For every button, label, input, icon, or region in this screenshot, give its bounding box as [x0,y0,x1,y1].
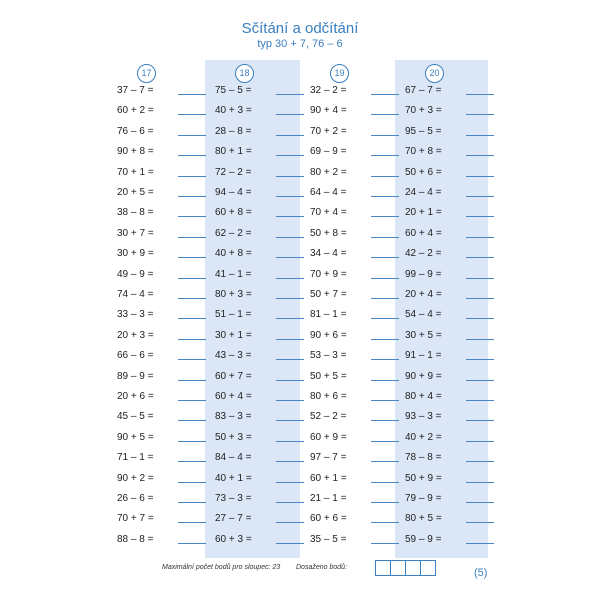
exercise-row [117,471,209,487]
exercise-expression: 60 + 4 = [215,391,252,402]
exercise-expression: 43 – 3 = [215,350,252,362]
exercise-expression: 79 – 9 = [405,493,442,504]
exercise-expression: 90 + 8 = [117,146,154,158]
exercise-expression: 34 – 4 = [310,248,347,260]
exercise-row [117,226,209,242]
answer-blank[interactable] [466,155,494,156]
answer-blank[interactable] [371,543,399,544]
exercise-row [310,471,402,487]
exercise-column-19 [310,64,400,545]
exercise-row [310,287,402,303]
exercise-row [310,144,402,160]
answer-blank[interactable] [276,237,304,238]
exercise-expression: 88 – 8 = [117,533,154,545]
answer-blank[interactable] [276,216,304,217]
exercise-row [405,307,497,323]
answer-blank[interactable] [371,461,399,462]
exercise-expression: 49 – 9 = [117,268,154,280]
exercise-expression: 84 – 4 = [215,452,252,464]
exercise-expression: 60 + 9 = [310,431,347,443]
answer-blank[interactable] [371,176,399,177]
exercise-expression: 67 – 7 = [405,85,442,96]
exercise-row [405,226,497,242]
exercise-expression: 78 – 8 = [405,452,442,464]
answer-blank[interactable] [371,482,399,483]
exercise-row [310,267,402,283]
exercise-expression: 59 – 9 = [405,533,442,545]
exercise-row [405,185,497,201]
exercise-expression: 70 + 3 = [405,105,442,117]
exercise-row [405,430,497,446]
exercise-expression: 60 + 6 = [310,513,347,525]
answer-blank[interactable] [178,278,206,279]
exercise-row [215,491,307,507]
exercise-expression: 50 + 5 = [310,370,347,382]
answer-blank[interactable] [466,400,494,401]
answer-blank[interactable] [178,441,206,442]
exercise-expression: 76 – 6 = [117,125,154,137]
exercise-expression: 50 + 3 = [215,431,252,443]
exercise-expression: 94 – 4 = [215,187,252,198]
exercise-row [117,348,209,364]
exercise-expression: 90 + 6 = [310,329,347,341]
max-points-label: Maximální počet bodů pro sloupec: 23 [162,564,281,571]
answer-blank[interactable] [178,216,206,217]
answer-blank[interactable] [178,543,206,544]
column-header [117,64,207,82]
exercise-row [405,124,497,140]
answer-blank[interactable] [276,339,304,340]
answer-blank[interactable] [178,482,206,483]
answer-blank[interactable] [371,441,399,442]
page-title: Sčítání a odčítání [241,20,359,37]
exercise-row [215,307,307,323]
exercise-row [310,205,402,221]
answer-blank[interactable] [178,339,206,340]
exercise-row [310,532,402,548]
exercise-expression: 90 + 2 = [117,472,154,484]
exercise-expression: 70 + 9 = [310,268,347,280]
exercise-expression: 70 + 7 = [117,513,154,525]
exercise-expression: 74 – 4 = [117,289,154,300]
answer-blank[interactable] [276,298,304,299]
exercise-row [405,165,497,181]
exercise-expression: 24 – 4 = [405,187,442,198]
exercise-expression: 30 + 1 = [215,329,252,341]
answer-blank[interactable] [371,502,399,503]
answer-blank[interactable] [276,543,304,544]
exercise-row [117,491,209,507]
answer-blank[interactable] [178,380,206,381]
answer-blank[interactable] [466,176,494,177]
exercise-row [215,450,307,466]
exercise-expression: 90 + 5 = [117,431,154,443]
exercise-expression: 75 – 5 = [215,85,252,96]
answer-blank[interactable] [276,155,304,156]
exercise-expression: 54 – 4 = [405,309,442,321]
exercise-row [310,246,402,262]
exercise-row [310,165,402,181]
exercise-expression: 70 + 8 = [405,146,442,158]
exercise-row [405,287,497,303]
exercise-row [310,307,402,323]
answer-blank[interactable] [276,94,304,95]
exercise-row [117,246,209,262]
exercise-row [310,491,402,507]
exercise-row [117,450,209,466]
column-header [405,64,495,82]
exercise-row [215,389,307,405]
exercise-expression: 66 – 6 = [117,350,154,362]
answer-blank[interactable] [466,420,494,421]
exercise-row [215,226,307,242]
answer-blank[interactable] [178,461,206,462]
exercise-row [310,450,402,466]
answer-blank[interactable] [276,420,304,421]
exercise-row [405,328,497,344]
answer-blank[interactable] [276,359,304,360]
exercise-expression: 80 + 4 = [405,391,442,402]
exercise-row [117,144,209,160]
exercise-row [310,430,402,446]
answer-blank[interactable] [276,278,304,279]
exercise-row [215,511,307,527]
exercise-expression: 64 – 4 = [310,187,347,198]
exercise-expression: 83 – 3 = [215,411,252,423]
exercise-expression: 35 – 5 = [310,533,347,545]
answer-blank[interactable] [178,196,206,197]
exercise-row [405,389,497,405]
exercise-expression: 40 + 2 = [405,431,442,443]
exercise-row [405,348,497,364]
exercise-expression: 62 – 2 = [215,227,252,239]
exercise-row [310,511,402,527]
exercise-row [215,471,307,487]
exercise-column-18 [215,64,305,545]
exercise-expression: 21 – 1 = [310,493,347,504]
exercise-row [405,144,497,160]
answer-blank[interactable] [178,237,206,238]
answer-blank[interactable] [466,461,494,462]
answer-blank[interactable] [466,380,494,381]
answer-blank[interactable] [371,257,399,258]
exercise-row [117,124,209,140]
exercise-column-20 [405,64,495,545]
exercise-row [215,369,307,385]
exercise-row [215,532,307,548]
exercise-expression: 42 – 2 = [405,248,442,260]
exercise-expression: 81 – 1 = [310,309,347,321]
exercise-row [117,389,209,405]
answer-blank[interactable] [276,461,304,462]
exercise-row [215,185,307,201]
answer-blank[interactable] [178,400,206,401]
answer-blank[interactable] [178,522,206,523]
answer-blank[interactable] [276,196,304,197]
score-boxes[interactable] [375,560,435,576]
exercise-expression: 80 + 6 = [310,391,347,402]
exercise-row [117,185,209,201]
exercise-expression: 70 + 4 = [310,207,347,219]
answer-blank[interactable] [466,94,494,95]
answer-blank[interactable] [371,135,399,136]
exercise-expression: 20 + 1 = [405,207,442,219]
exercise-row [117,103,209,119]
answer-blank[interactable] [466,196,494,197]
exercise-row [215,83,307,99]
exercise-column-17 [117,64,207,545]
answer-blank[interactable] [178,420,206,421]
score-cell[interactable] [420,560,436,576]
answer-blank[interactable] [371,380,399,381]
exercise-row [117,328,209,344]
exercise-row [310,389,402,405]
answer-blank[interactable] [466,237,494,238]
exercise-row [117,307,209,323]
exercise-row [405,205,497,221]
answer-blank[interactable] [371,522,399,523]
answer-blank[interactable] [466,216,494,217]
score-cell[interactable] [390,560,406,576]
exercise-row [215,409,307,425]
exercise-row [310,185,402,201]
exercise-expression: 60 + 4 = [405,227,442,239]
exercise-row [215,328,307,344]
answer-blank[interactable] [466,339,494,340]
column-number-badge: 17 [137,64,156,83]
exercise-expression: 41 – 1 = [215,268,252,280]
answer-blank[interactable] [276,400,304,401]
exercise-expression: 20 + 6 = [117,391,154,402]
answer-blank[interactable] [371,196,399,197]
exercise-row [405,491,497,507]
exercise-expression: 52 – 2 = [310,411,347,423]
answer-blank[interactable] [371,155,399,156]
answer-blank[interactable] [466,543,494,544]
exercise-row [310,124,402,140]
exercise-expression: 60 + 2 = [117,105,154,117]
exercise-expression: 51 – 1 = [215,309,252,321]
exercise-row [215,205,307,221]
answer-blank[interactable] [276,257,304,258]
exercise-row [405,83,497,99]
exercise-expression: 93 – 3 = [405,411,442,423]
exercise-expression: 30 + 5 = [405,329,442,341]
exercise-expression: 95 – 5 = [405,125,442,137]
answer-blank[interactable] [371,359,399,360]
exercise-row [215,165,307,181]
exercise-expression: 80 + 3 = [215,289,252,300]
exercise-row [117,267,209,283]
exercise-expression: 40 + 3 = [215,105,252,117]
exercise-expression: 20 + 3 = [117,329,154,341]
exercise-expression: 73 – 3 = [215,493,252,504]
answer-blank[interactable] [276,135,304,136]
exercise-row [310,226,402,242]
answer-blank[interactable] [371,278,399,279]
exercise-row [310,83,402,99]
exercise-expression: 37 – 7 = [117,85,154,96]
answer-blank[interactable] [371,237,399,238]
exercise-expression: 40 + 8 = [215,248,252,260]
answer-blank[interactable] [466,502,494,503]
exercise-row [405,471,497,487]
exercise-expression: 50 + 7 = [310,289,347,300]
answer-blank[interactable] [178,502,206,503]
exercise-row [215,124,307,140]
answer-blank[interactable] [371,420,399,421]
exercise-row [117,287,209,303]
answer-blank[interactable] [178,155,206,156]
answer-blank[interactable] [371,216,399,217]
exercise-expression: 27 – 7 = [215,513,252,525]
answer-blank[interactable] [371,114,399,115]
exercise-expression: 97 – 7 = [310,452,347,464]
answer-blank[interactable] [466,135,494,136]
column-header [310,64,400,82]
exercise-expression: 33 – 3 = [117,309,154,321]
exercise-expression: 26 – 6 = [117,493,154,504]
exercise-row [405,246,497,262]
exercise-expression: 20 + 4 = [405,289,442,300]
exercise-expression: 80 + 2 = [310,166,347,178]
exercise-row [405,267,497,283]
column-number-badge: 20 [425,64,444,83]
answer-blank[interactable] [466,522,494,523]
page-number: (5) [474,567,488,579]
answer-blank[interactable] [371,94,399,95]
points-achieved-label: Dosaženo bodů: [296,564,347,571]
answer-blank[interactable] [466,278,494,279]
exercise-expression: 72 – 2 = [215,166,252,178]
exercise-expression: 71 – 1 = [117,452,154,464]
exercise-row [310,369,402,385]
column-number-badge: 19 [330,64,349,83]
exercise-expression: 30 + 9 = [117,248,154,260]
score-cell[interactable] [375,560,391,576]
answer-blank[interactable] [178,94,206,95]
exercise-row [215,267,307,283]
column-number-badge: 18 [235,64,254,83]
exercise-row [117,369,209,385]
exercise-row [215,144,307,160]
answer-blank[interactable] [466,441,494,442]
exercise-expression: 60 + 8 = [215,207,252,219]
exercise-row [405,511,497,527]
exercise-row [310,103,402,119]
exercise-row [215,348,307,364]
answer-blank[interactable] [466,482,494,483]
page-subtitle: typ 30 + 7, 76 – 6 [257,38,343,50]
answer-blank[interactable] [276,502,304,503]
exercise-row [405,532,497,548]
exercise-row [405,409,497,425]
score-cell[interactable] [405,560,421,576]
answer-blank[interactable] [466,257,494,258]
exercise-row [405,450,497,466]
exercise-expression: 80 + 5 = [405,513,442,525]
exercise-row [215,246,307,262]
exercise-expression: 90 + 9 = [405,370,442,382]
answer-blank[interactable] [276,114,304,115]
exercise-expression: 60 + 1 = [310,472,347,484]
exercise-expression: 38 – 8 = [117,207,154,219]
exercise-expression: 53 – 3 = [310,350,347,362]
exercise-expression: 60 + 7 = [215,370,252,382]
answer-blank[interactable] [276,318,304,319]
exercise-expression: 45 – 5 = [117,411,154,423]
answer-blank[interactable] [178,257,206,258]
exercise-row [215,287,307,303]
answer-blank[interactable] [178,176,206,177]
exercise-expression: 40 + 1 = [215,472,252,484]
exercise-expression: 50 + 6 = [405,166,442,178]
answer-blank[interactable] [276,482,304,483]
exercise-row [117,165,209,181]
exercise-expression: 89 – 9 = [117,370,154,382]
answer-blank[interactable] [466,318,494,319]
exercise-expression: 80 + 1 = [215,146,252,158]
answer-blank[interactable] [178,135,206,136]
answer-blank[interactable] [178,114,206,115]
exercise-row [117,83,209,99]
answer-blank[interactable] [178,298,206,299]
exercise-expression: 70 + 1 = [117,166,154,178]
exercise-expression: 69 – 9 = [310,146,347,158]
exercise-expression: 70 + 2 = [310,125,347,137]
exercise-expression: 60 + 3 = [215,533,252,545]
exercise-expression: 91 – 1 = [405,350,442,362]
exercise-expression: 99 – 9 = [405,268,442,280]
exercise-expression: 30 + 7 = [117,227,154,239]
answer-blank[interactable] [466,359,494,360]
answer-blank[interactable] [178,359,206,360]
answer-blank[interactable] [371,400,399,401]
exercise-row [310,348,402,364]
exercise-row [215,430,307,446]
answer-blank[interactable] [276,380,304,381]
exercise-expression: 20 + 5 = [117,187,154,198]
exercise-row [310,328,402,344]
exercise-row [405,103,497,119]
exercise-expression: 50 + 8 = [310,227,347,239]
answer-blank[interactable] [276,522,304,523]
answer-blank[interactable] [371,298,399,299]
exercise-row [117,205,209,221]
exercise-expression: 32 – 2 = [310,85,347,96]
answer-blank[interactable] [371,339,399,340]
answer-blank[interactable] [466,114,494,115]
exercise-row [215,103,307,119]
exercise-expression: 50 + 9 = [405,472,442,484]
answer-blank[interactable] [466,298,494,299]
exercise-row [117,511,209,527]
exercise-row [405,369,497,385]
exercise-expression: 90 + 4 = [310,105,347,117]
exercise-row [117,409,209,425]
exercise-expression: 28 – 8 = [215,125,252,137]
answer-blank[interactable] [371,318,399,319]
answer-blank[interactable] [178,318,206,319]
exercise-row [310,409,402,425]
exercise-row [117,532,209,548]
column-header [215,64,305,82]
exercise-row [117,430,209,446]
answer-blank[interactable] [276,441,304,442]
answer-blank[interactable] [276,176,304,177]
